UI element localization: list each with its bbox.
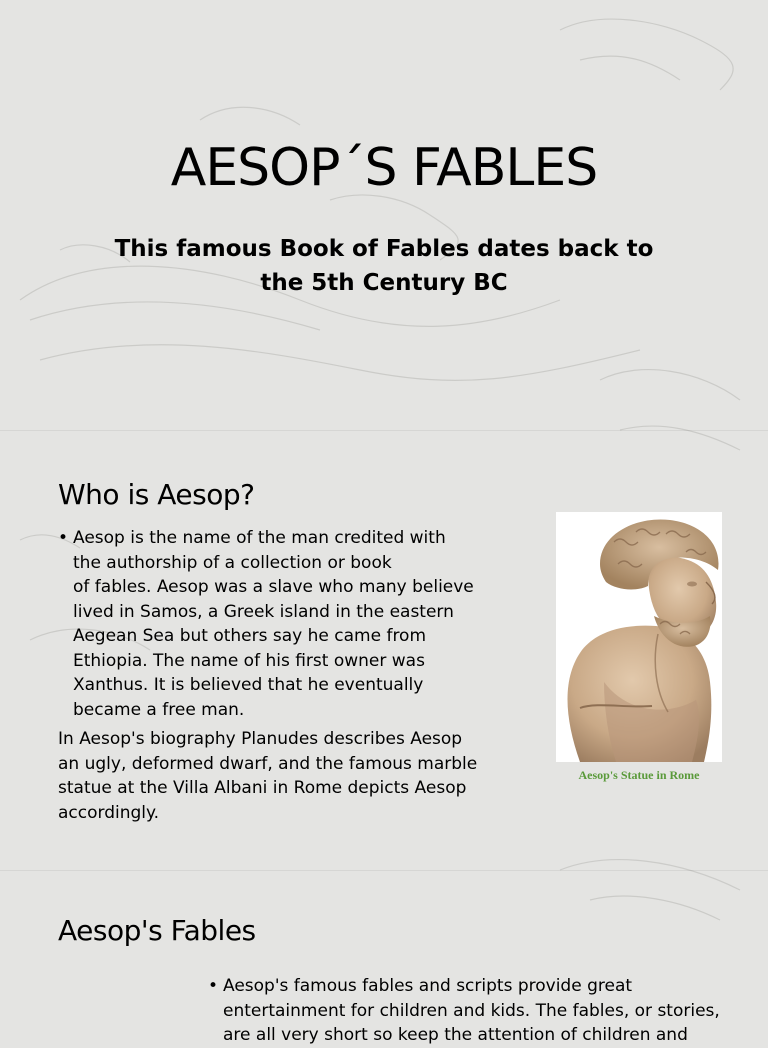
slide-who-is-aesop (0, 430, 768, 870)
subtitle-line: This famous Book of Fables dates back to (114, 236, 654, 262)
aesop-statue-image (556, 512, 722, 762)
body-line: an ugly, deformed dwarf, and the famous marble (58, 753, 478, 774)
body-line: became a free man. (73, 699, 245, 720)
image-caption: Aesop's Statue in Rome (578, 768, 700, 782)
body-line: accordingly. (58, 802, 160, 823)
bullet-icon: • (208, 976, 219, 996)
body-line: the authorship of a collection or book (73, 552, 392, 573)
body-line: of fables. Aesop was a slave who many believe (73, 577, 474, 597)
body-line: are all very short so keep the attention of children and (223, 1025, 688, 1045)
body-line: Aesop's famous fables and scripts provide great (223, 976, 633, 996)
body-line: In Aesop's biography Planudes describes Aesop (58, 729, 463, 749)
body-line: statue at the Villa Albani in Rome depicts Aesop (58, 778, 467, 798)
bullet-item (208, 974, 753, 1048)
bullet-icon: • (58, 528, 69, 548)
body-line: lived in Samos, a Greek island in the eastern (73, 601, 454, 622)
body-paragraph (58, 727, 513, 825)
body-line: Aegean Sea but others say he came from (73, 626, 427, 646)
slide-aesops-fables (0, 870, 768, 1045)
slide-subtitle (84, 232, 684, 300)
slide-heading: Aesop's Fables (58, 914, 256, 947)
statue-illustration (556, 512, 722, 762)
bullet-item (58, 526, 513, 722)
body-line: entertainment for children and kids. The fables, or stories, (223, 1000, 720, 1021)
body-line: Aesop is the name of the man credited with (73, 528, 446, 548)
body-line: Ethiopia. The name of his first owner was (73, 650, 425, 671)
subtitle-line: the 5th Century BC (260, 270, 508, 296)
slide-heading: Who is Aesop? (58, 478, 255, 511)
slide-title (0, 0, 768, 430)
body-line: Xanthus. It is believed that he eventually (73, 675, 424, 695)
slide-title-heading: AESOP´S FABLES (170, 138, 598, 198)
